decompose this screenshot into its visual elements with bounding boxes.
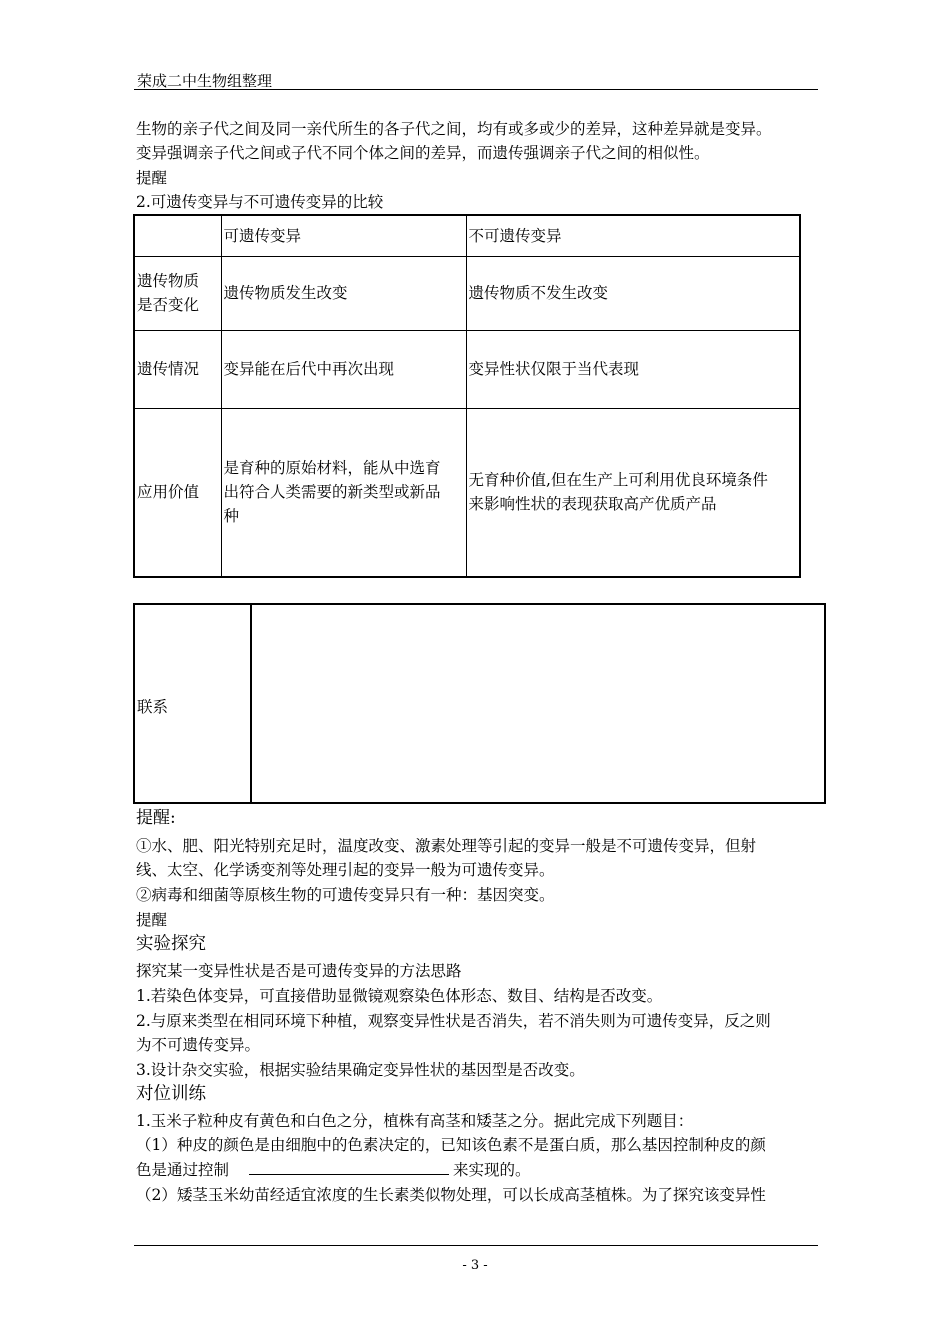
intro-line-1: 生物的亲子代之间及同一亲代所生的各子代之间，均有或多或少的差异，这种差异就是变异。 [136,120,772,138]
footer-divider [134,1245,818,1246]
question-1-2: （2）矮茎玉米幼苗经适宜浓度的生长素类似物处理，可以长成高茎植株。为了探究该变异性 [136,1186,766,1204]
page-number: - 3 - [462,1258,488,1273]
experiment-step-3: 3.设计杂交实验，根据实验结果确定变异性状的基因型是否改变。 [136,1061,585,1079]
cell-non-heritable: 变异性状仅限于当代表现 [466,330,800,408]
header-divider [134,89,818,90]
comparison-table [133,214,801,578]
row-label: 遗传情况 [134,330,221,408]
tip-label-2: 提醒 [136,911,168,929]
page-header: 荣成二中生物组整理 [137,72,273,90]
tip-label: 提醒 [136,169,168,187]
reminder-item-1-line-2: 线、太空、化学诱变剂等处理引起的变异一般为可遗传变异。 [136,861,555,879]
training-title: 对位训练 [136,1084,206,1104]
row-label: 应用价值 [134,408,221,577]
intro-line-2: 变异强调亲子代之间或子代不同个体之间的差异，而遗传强调亲子代之间的相似性。 [136,144,710,162]
section-2-title: 2.可遗传变异与不可遗传变异的比较 [136,193,384,211]
question-1: 1.玉米子粒种皮有黄色和白色之分，植株有高茎和矮茎之分。据此完成下列题目： [136,1112,694,1130]
experiment-subtitle: 探究某一变异性状是否是可遗传变异的方法思路 [136,962,462,980]
table-header-non-heritable: 不可遗传变异 [466,215,800,256]
question-1-1-line-1: （1）种皮的颜色是由细胞中的色素决定的，已知该色素不是蛋白质，那么基因控制种皮的颜 [136,1136,766,1154]
cell-non-heritable: 无育种价值,但在生产上可利用优良环境条件 来影响性状的表现获取高产优质产品 [466,408,800,577]
table-row [134,330,800,408]
experiment-title: 实验探究 [136,934,206,954]
table-row [134,256,800,330]
cell-heritable: 是育种的原始材料，能从中选育 出符合人类需要的新类型或新品 种 [221,408,466,577]
cell-non-heritable: 遗传物质不发生改变 [466,256,800,330]
table-header-heritable: 可遗传变异 [221,215,466,256]
cell-heritable: 遗传物质发生改变 [221,256,466,330]
experiment-step-2-line-1: 2.与原来类型在相同环境下种植，观察变异性状是否消失，若不消失则为可遗传变异，反之则 [136,1012,771,1030]
relation-label: 联系 [137,698,169,716]
experiment-step-1: 1.若染色体变异，可直接借助显微镜观察染色体形态、数目、结构是否改变。 [136,987,663,1005]
reminder-item-1-line-1: ①水、肥、阳光特别充足时，温度改变、激素处理等引起的变异一般是不可遗传变异，但射 [136,837,757,855]
question-1-1-line-2: 色是通过控制 来实现的。 [136,1158,820,1182]
relation-divider [250,605,252,802]
row-label: 遗传物质 是否变化 [134,256,221,330]
reminder-title: 提醒: [136,808,176,828]
answer-blank[interactable] [249,1158,449,1175]
cell-heritable: 变异能在后代中再次出现 [221,330,466,408]
relation-table [133,603,826,804]
reminder-item-2: ②病毒和细菌等原核生物的可遗传变异只有一种：基因突变。 [136,886,555,904]
experiment-step-2-line-2: 为不可遗传变异。 [136,1036,261,1054]
table-row [134,408,800,577]
table-header-empty [134,215,221,256]
table-header-row [134,215,800,256]
